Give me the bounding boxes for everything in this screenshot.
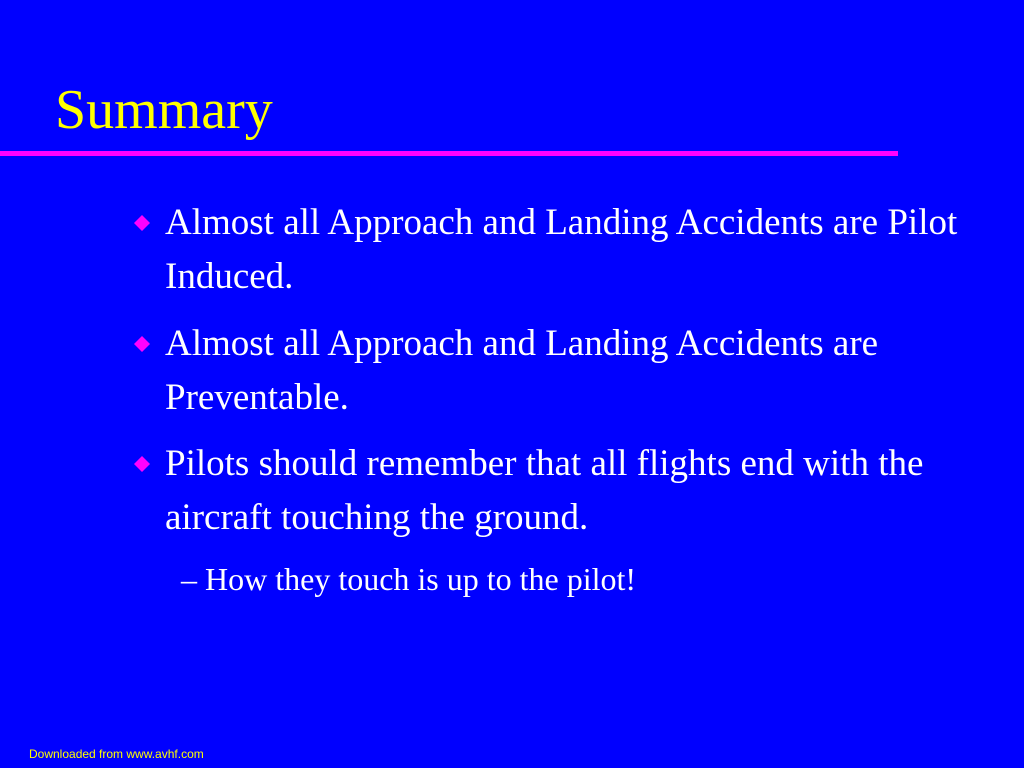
bullet-text: Almost all Approach and Landing Accidents are Pilot Induced.: [165, 202, 958, 297]
diamond-bullet-icon: [134, 336, 150, 352]
sub-bullet-text: How they touch is up to the pilot!: [205, 561, 637, 597]
sub-bullet-dash: –: [181, 561, 197, 597]
slide-title: Summary: [55, 79, 273, 141]
title-underline-rule: [0, 151, 898, 156]
bullet-item-2: [165, 317, 985, 425]
bullet-item-3: [165, 437, 985, 545]
bullet-text: Almost all Approach and Landing Accidents are Preventable.: [165, 323, 879, 418]
bullet-item-1: [165, 196, 985, 304]
sub-bullet-item: [181, 557, 941, 601]
bullet-text: Pilots should remember that all flights end with the aircraft touching the ground.: [165, 443, 924, 538]
footer-source-text: Downloaded from www.avhf.com: [29, 747, 204, 761]
diamond-bullet-icon: [134, 215, 150, 231]
diamond-bullet-icon: [134, 456, 150, 472]
